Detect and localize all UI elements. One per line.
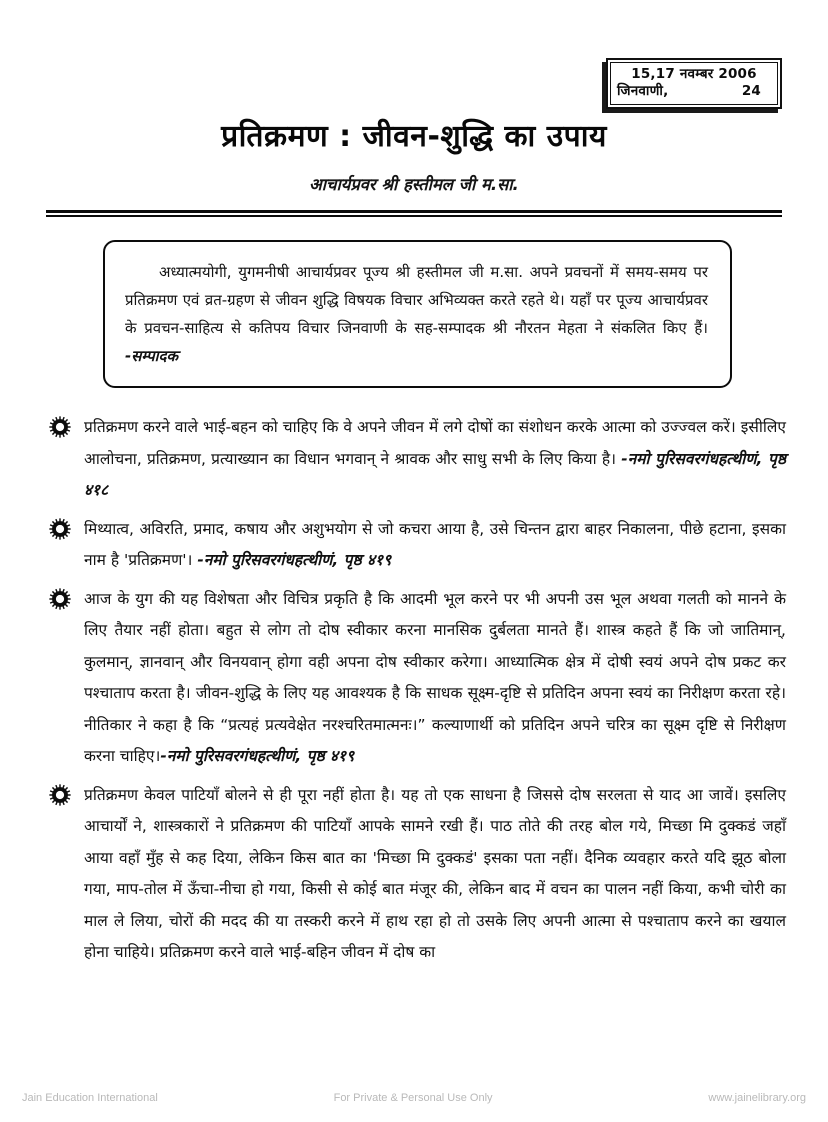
page-footer xyxy=(0,1092,828,1104)
list-item-body: आज के युग की यह विशेषता और विचित्र प्रकृति है कि आदमी भूल करने पर भी अपनी उस भूल अथवा गलती को मानने के लिए तैयार नहीं होता। बहुत से लोग तो दोष स्वीकार करना मानसिक दुर्बलता मानते हैं। शास्त्र कहते हैं कि जो जातिमान्, कुलमान्, ज्ञानवान् और विनयवान् होगा वही अपना दोष स्वीकार करेगा। आध्यात्मिक क्षेत्र में दोषी स्वयं अपने दोष प्रकट कर पश्चाताप करता है। जीवन-शुद्धि के लिए यह आवश्यक है कि साधक सूक्ष्म-दृष्टि से प्रतिदिन अपना स्वयं का निरीक्षण करता रहे। नीतिकार ने कहा है कि “प्रत्यहं प्रत्यवेक्षेत नरश्चरितमात्मनः।” कल्याणार्थी को प्रतिदिन अपने चरित्र का सूक्ष्म दृष्टि से निरीक्षण करना चाहिए। xyxy=(84,589,786,765)
editor-intro-text xyxy=(125,258,708,370)
issue-box-inner-border xyxy=(610,62,778,105)
list-item-citation: -नमो पुरिसवरगंधहत्थीणं, पृष्ठ ४१९ xyxy=(197,551,392,569)
list-item-text xyxy=(84,780,786,969)
article-body xyxy=(46,412,786,976)
list-item-body: प्रतिक्रमण केवल पाटियाँ बोलने से ही पूरा नहीं होता है। यह तो एक साधना है जिससे दोष सरलता से याद आ जावें। इसलिए आचार्यों ने, शास्त्रकारों ने प्रतिक्रमण की पाटियाँ आपके सामने रखी हैं। पाठ तोते की तरह बोल गये, मिच्छा मि दुक्कडं जहाँ आया वहाँ मुँह से कह दिया, लेकिन किस बात का 'मिच्छा मि दुक्कडं' इसका पता नहीं। दैनिक व्यवहार करते यदि झूठ बोला गया, माप-तोल में ऊँचा-नीचा हो गया, किसी से कोई बात मंजूर की, लेकिन बाद में वचन का पालन नहीं किया, कभी चोरी का माल ले लिया, चोरों की मदद की या तस्करी करने में हाथ रहा हो तो उसके लिए अपनी आत्मा से पश्चाताप करने का खयाल होना चाहिये। प्रतिक्रमण करने वाले भाई-बहिन जीवन में दोष का xyxy=(84,785,786,961)
header-divider xyxy=(46,210,782,217)
sunburst-icon xyxy=(46,416,84,444)
list-item-body: मिथ्यात्व, अविरति, प्रमाद, कषाय और अशुभयोग से जो कचरा आया है, उसे चिन्तन द्वारा बाहर निकालना, पीछे हटाना, इसका नाम है 'प्रतिक्रमण'। xyxy=(84,519,786,569)
issue-date-line xyxy=(617,66,771,83)
list-item-text xyxy=(84,514,786,577)
footer-center-text: For Private & Personal Use Only xyxy=(333,1092,493,1104)
list-item-citation: -नमो पुरिसवरगंधहत्थीणं, पृष्ठ ४१९ xyxy=(160,747,355,765)
list-item-text xyxy=(84,584,786,773)
issue-date: 15,17 नवम्बर 2006 xyxy=(631,66,757,82)
issue-box-outer-border xyxy=(606,58,782,109)
editor-intro-body: अध्यात्मयोगी, युगमनीषी आचार्यप्रवर पूज्य श्री हस्तीमल जी म.सा. अपने प्रवचनों में समय-समय पर प्रतिक्रमण एवं व्रत-ग्रहण से जीवन शुद्धि विषयक विचार अभिव्यक्त करते रहते थे। यहाँ पर पूज्य आचार्यप्रवर के प्रवचन-साहित्य से कतिपय विचार जिनवाणी के सह-सम्पादक श्री नौरतन मेहता ने संकलित किए हैं। xyxy=(125,263,708,337)
sunburst-icon xyxy=(46,784,84,812)
footer-right-link[interactable]: www.jainelibrary.org xyxy=(708,1092,806,1104)
list-item-text xyxy=(84,412,786,507)
sunburst-icon xyxy=(46,588,84,616)
magazine-name: जिनवाणी, xyxy=(617,82,669,99)
sunburst-icon xyxy=(46,518,84,546)
list-item xyxy=(46,780,786,969)
list-item-citation: -नमो पुरिसवरगंधहत्थीणं, पृष्ठ ४१८ xyxy=(84,449,786,499)
footer-left-text: Jain Education International xyxy=(22,1092,158,1104)
list-item-body: प्रतिक्रमण करने वाले भाई-बहन को चाहिए कि वे अपने जीवन में लगे दोषों का संशोधन करके आत्मा को उज्ज्वल करें। इसीलिए आलोचना, प्रतिक्रमण, प्रत्याख्यान का विधान भगवान् ने श्रावक और साधु सभी के लिए किया है। xyxy=(84,418,786,468)
page-title: प्रतिक्रमण : जीवन-शुद्धि का उपाय xyxy=(221,119,607,154)
list-item xyxy=(46,584,786,773)
issue-magazine-line xyxy=(617,83,771,100)
list-item xyxy=(46,412,786,507)
editor-intro-box xyxy=(103,240,732,388)
list-item xyxy=(46,514,786,577)
editor-credit: -सम्पादक xyxy=(125,347,179,365)
divider-thin-line xyxy=(46,215,782,217)
issue-info-box xyxy=(606,58,782,109)
page-subtitle: आचार्यप्रवर श्री हस्तीमल जी म.सा. xyxy=(309,175,519,194)
page-number: 24 xyxy=(741,82,761,99)
